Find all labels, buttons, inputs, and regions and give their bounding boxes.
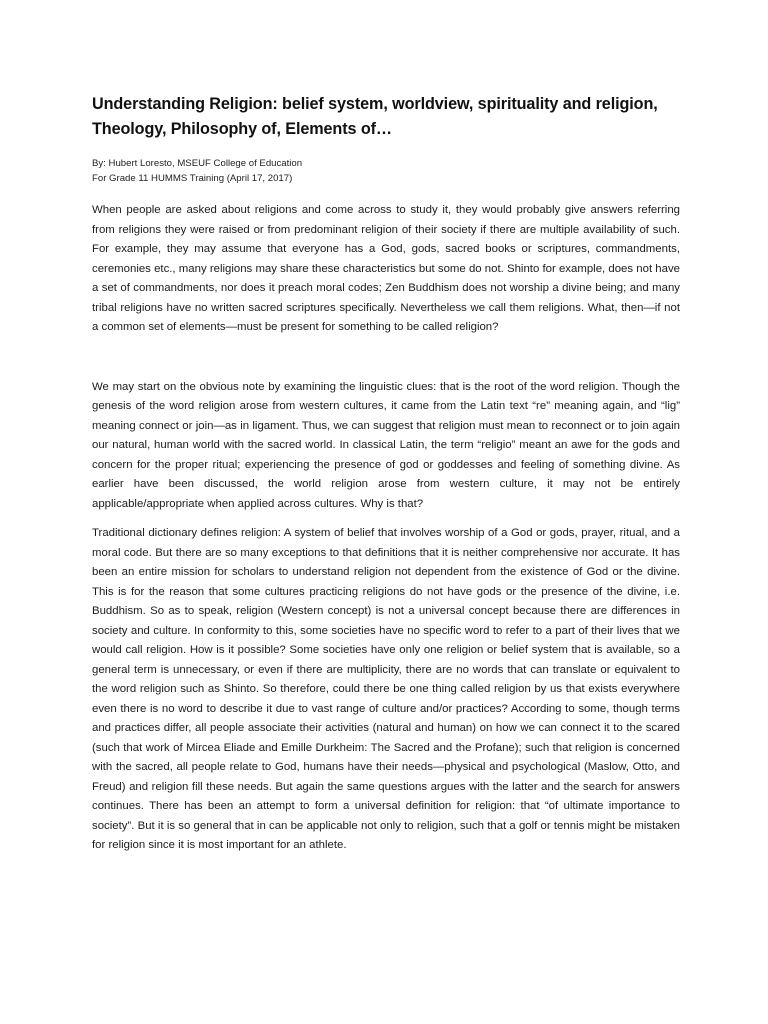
byline xyxy=(92,156,680,186)
paragraph-spacer xyxy=(92,514,680,524)
paragraph-etymology: We may start on the obvious note by examining the linguistic clues: that is the root of the word religion. Though the genesis of the word religion arose from western cultures, it came from the Latin text “re” meaning again, and “lig” meaning connect or join—as in ligament. Thus, we can suggest that religion must mean to reconnect or to join again our natural, human world with the sacred world. In classical Latin, the term “religio” meant an awe for the gods and concern for the proper ritual; experiencing the presence of god or goddesses and feeling of something divine. As earlier have been discussed, the world religion arose from western culture, it may not be entirely applicable/appropriate when applied across cultures. Why is that? xyxy=(92,380,680,510)
paragraph-definition: Traditional dictionary defines religion: A system of belief that involves worship of a God or gods, prayer, ritual, and a moral code. But there are so many exceptions to that definitions that it is neither comprehensive nor accurate. It has been an entire mission for scholars to understand religion not dependent from the existence of God or the divine. This is for the reason that some cultures practicing religions do not have gods or the presence of the divine, i.e. Buddhism. So as to speak, religion (Western concept) is not a universal concept because there are differences in society and culture. In conformity to this, some societies have no specific word to refer to a part of their lives that we would call religion. How is it possible? Some societies have only one religion or belief system that is available, so a general term is unnecessary, or even if there are multiplicity, there are no words that can translate or equivalent to the word religion such as Shinto. So therefore, could there be one thing called religion by us that exists everywhere even there is no word to describe it due to vast range of culture and/or practices? According to some, though terms and practices differ, all people associate their activities (natural and human) on how we can connect it to the scared (such that work of Mircea Eliade and Emille Durkheim: The Sacred and the Profane); such that religion is concerned with the sacred, all people relate to God, humans have their needs—physical and psychological (Maslow, Otto, and Freud) and religion fill these needs. But again the same questions argues with the latter and the search for answers continues. There has been an attempt to form a universal definition for religion: that “of ultimate importance to society”. But it is so general that in can be applicable not only to religion, such that a golf or tennis might be mistaken for religion since it is most important for an athlete. xyxy=(92,527,680,851)
paragraph-spacer xyxy=(92,338,680,378)
paragraph-intro: When people are asked about religions and come across to study it, they would probably give answers referring from religions they were raised or from predominant religion of their society if there are multiple availability of such. For example, they may assume that everyone has a God, gods, sacred books or scriptures, commandments, ceremonies etc., many religions may share these characteristics but some do not. Shinto for example, does not have a set of commandments, nor does it preach moral codes; Zen Buddhism does not worship a divine being; and many tribal religions have no written sacred scriptures specifically. Nevertheless we call them religions. What, then—if not a common set of elements—must be present for something to be called religion? xyxy=(92,204,680,333)
document-page xyxy=(92,92,680,856)
author-line: By: Hubert Loresto, MSEUF College of Education xyxy=(92,158,303,169)
audience-line: For Grade 11 HUMMS Training (April 17, 2017) xyxy=(92,173,293,184)
document-title: Understanding Religion: belief system, worldview, spirituality and religion, Theology, Philosophy of, Elements of… xyxy=(92,95,658,138)
